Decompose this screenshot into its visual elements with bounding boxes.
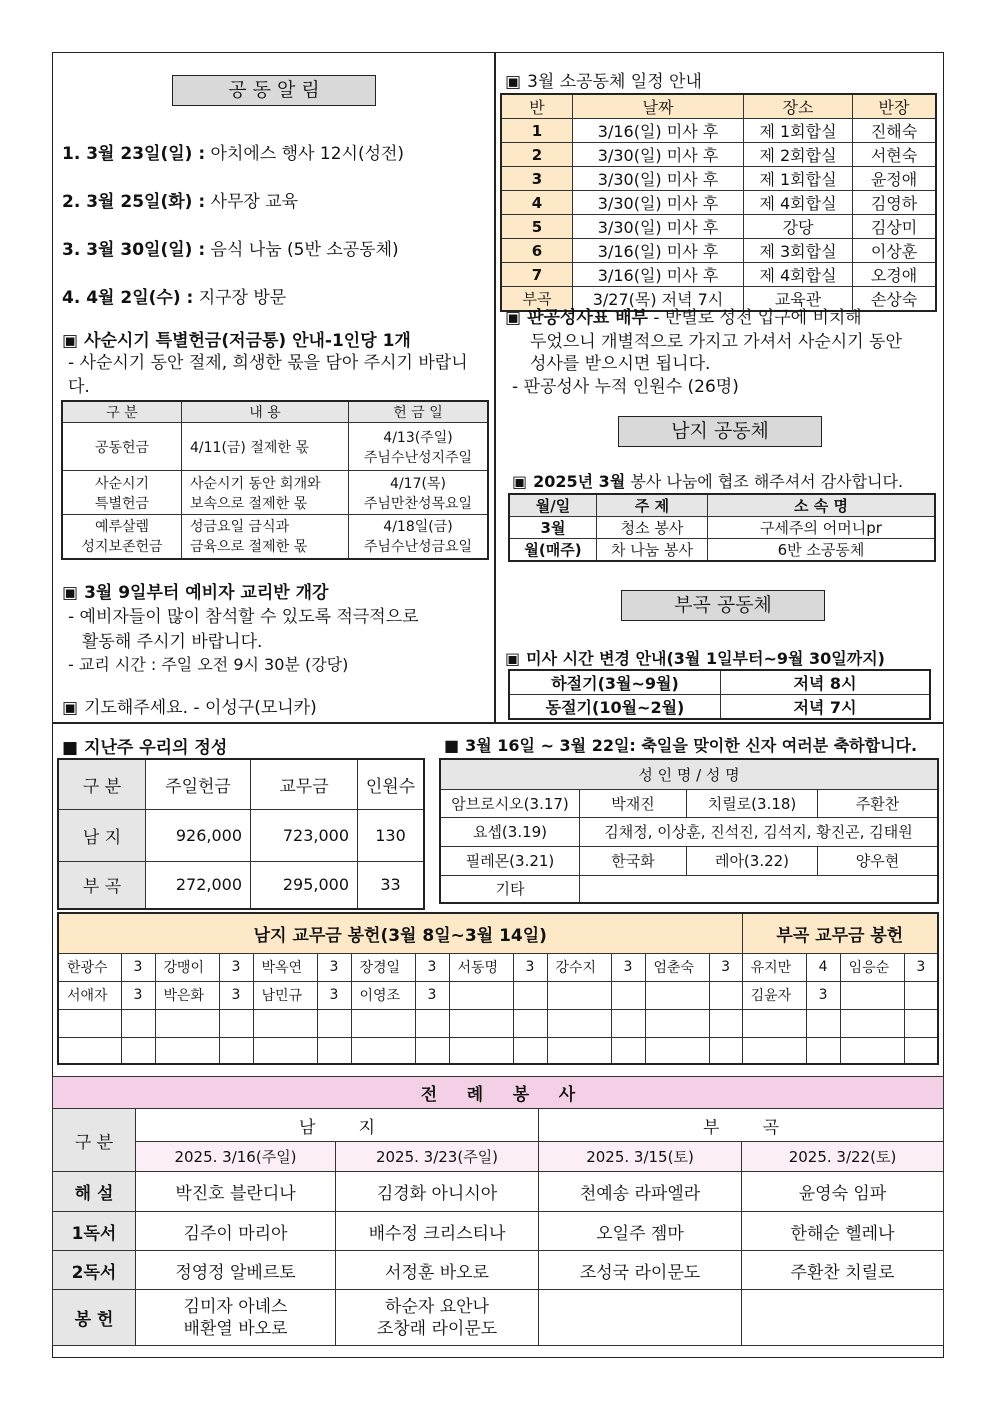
namji-service-subject: 차 나눔 봉사 bbox=[597, 539, 708, 562]
namji-thanks-text: 봉사 나눔에 협조 해주셔서 감사합니다. bbox=[625, 472, 904, 491]
mass-season: 동절기(10월~2월) bbox=[509, 695, 721, 720]
dues-count: 3 bbox=[806, 981, 840, 1009]
offering-header-sunday: 주일헌금 bbox=[146, 759, 251, 809]
sc-group: 부곡 bbox=[501, 287, 573, 312]
dues-empty-cell bbox=[121, 1037, 155, 1064]
dues-name: 장경일 bbox=[351, 953, 415, 981]
dues-empty-cell bbox=[219, 1009, 253, 1037]
notice-3 bbox=[62, 235, 399, 260]
liturgy-role: 1독서 bbox=[53, 1212, 136, 1251]
dues-name bbox=[547, 981, 611, 1009]
offering-header-type: 구 분 bbox=[58, 759, 146, 809]
common-title: 공 동 알 림 bbox=[172, 75, 376, 106]
namji-service-date: 3월 bbox=[509, 517, 597, 539]
feast-names: 양우현 bbox=[818, 846, 939, 875]
feast-table-header: 성 인 명 / 성 명 bbox=[440, 759, 938, 789]
liturgy-date: 2025. 3/23(주일) bbox=[336, 1142, 539, 1172]
lent-header-date: 헌 금 일 bbox=[349, 401, 489, 423]
lent-heading: ▣ 사순시기 특별헌금(저금통) 안내-1인당 1개 bbox=[62, 326, 411, 351]
sc-header-place: 장소 bbox=[744, 94, 853, 119]
sc-group: 4 bbox=[501, 191, 573, 215]
dues-empty-cell bbox=[449, 1009, 513, 1037]
dues-count: 3 bbox=[121, 953, 155, 981]
dues-empty-cell bbox=[155, 1037, 219, 1064]
sc-leader: 김상미 bbox=[853, 215, 937, 239]
lent-row-date-line1: 4/18일(금) bbox=[383, 519, 453, 536]
dues-name: 이영조 bbox=[351, 981, 415, 1009]
liturgy-person: 주환찬 치릴로 bbox=[742, 1251, 944, 1290]
dues-name bbox=[645, 981, 709, 1009]
liturgy-namji: 남 지 bbox=[136, 1109, 539, 1142]
dues-name: 한광수 bbox=[58, 953, 121, 981]
liturgy-table bbox=[52, 1076, 944, 1346]
dues-empty-cell bbox=[415, 1009, 449, 1037]
sc-place: 제 4회합실 bbox=[744, 263, 853, 287]
dues-count: 3 bbox=[219, 981, 253, 1009]
dues-empty-cell bbox=[742, 1009, 806, 1037]
namji-title: 남지 공동체 bbox=[618, 416, 822, 447]
liturgy-role: 2독서 bbox=[53, 1251, 136, 1290]
offering-header-count: 인원수 bbox=[358, 759, 425, 809]
sc-group: 2 bbox=[501, 143, 573, 167]
namji-service-subject: 청소 봉사 bbox=[597, 517, 708, 539]
dues-name bbox=[840, 981, 904, 1009]
namji-service-group: 구세주의 어머니pr bbox=[708, 517, 936, 539]
mass-time: 저녁 7시 bbox=[721, 695, 931, 720]
lent-row-date-line2: 주님수난성지주일 bbox=[363, 449, 473, 466]
small-community-table bbox=[500, 93, 937, 312]
feast-names: 주환찬 bbox=[818, 789, 939, 817]
offering-row-sunday: 926,000 bbox=[146, 809, 251, 861]
liturgy-person: 하순자 요안나 조창래 라이문도 bbox=[336, 1290, 539, 1346]
sc-group: 3 bbox=[501, 167, 573, 191]
dues-count: 3 bbox=[904, 953, 938, 981]
sc-date: 3/16(일) 미사 후 bbox=[573, 119, 744, 143]
dues-empty-cell bbox=[415, 1037, 449, 1064]
catechumen-heading: ▣ 3월 9일부터 예비자 교리반 개강 bbox=[62, 578, 328, 603]
liturgy-person: 김경화 아니시아 bbox=[336, 1172, 539, 1212]
dues-empty-cell bbox=[317, 1037, 351, 1064]
sc-leader: 손상숙 bbox=[853, 287, 937, 312]
dues-empty-cell bbox=[449, 1037, 513, 1064]
dues-empty-cell bbox=[317, 1009, 351, 1037]
sc-header-leader: 반장 bbox=[853, 94, 937, 119]
mass-time-table bbox=[508, 669, 931, 720]
dues-empty-cell bbox=[513, 1037, 547, 1064]
namji-thanks-date: ▣ 2025년 3월 bbox=[512, 472, 625, 491]
liturgy-date: 2025. 3/22(토) bbox=[742, 1142, 944, 1172]
liturgy-person bbox=[742, 1290, 944, 1346]
sc-leader: 김영하 bbox=[853, 191, 937, 215]
sc-date: 3/30(일) 미사 후 bbox=[573, 215, 744, 239]
notice-4 bbox=[62, 283, 286, 308]
liturgy-title: 전 례 봉 사 bbox=[53, 1077, 944, 1109]
dues-empty-cell bbox=[709, 1037, 742, 1064]
offering-heading: ■ 지난주 우리의 정성 bbox=[62, 733, 227, 758]
offering-row-dues: 295,000 bbox=[251, 861, 358, 909]
mass-time-heading: ▣ 미사 시간 변경 안내(3월 1일부터~9월 30일까지) bbox=[505, 646, 885, 669]
tickets-line1 bbox=[505, 303, 862, 328]
dues-count: 3 bbox=[415, 953, 449, 981]
feast-saint: 암브로시오(3.17) bbox=[440, 789, 580, 817]
dues-name: 강수지 bbox=[547, 953, 611, 981]
feast-saint: 요셉(3.19) bbox=[440, 817, 580, 846]
dues-name: 남민규 bbox=[253, 981, 317, 1009]
dues-empty-cell bbox=[121, 1009, 155, 1037]
section-divider bbox=[52, 722, 944, 724]
notice-3-date: 3. 3월 30일(일) : bbox=[62, 240, 206, 260]
catechumen-line1: - 예비자들이 많이 참석할 수 있도록 적극적으로 bbox=[68, 607, 419, 627]
dues-count: 3 bbox=[121, 981, 155, 1009]
sc-group: 1 bbox=[501, 119, 573, 143]
dues-empty-cell bbox=[904, 1009, 938, 1037]
namji-thanks bbox=[512, 469, 903, 492]
tickets-heading: ▣ 판공성사표 배부 bbox=[505, 308, 648, 328]
sc-place: 강당 bbox=[744, 215, 853, 239]
sc-place: 제 1회합실 bbox=[744, 119, 853, 143]
tickets-line3: 성사를 받으시면 됩니다. bbox=[530, 354, 711, 374]
lent-row-content: 사순시기 동안 회개와 보속으로 절제한 몫 bbox=[182, 471, 349, 515]
dues-empty-cell bbox=[742, 1037, 806, 1064]
lent-header-type: 구 분 bbox=[62, 401, 182, 423]
sc-leader: 서현숙 bbox=[853, 143, 937, 167]
dues-name: 서동명 bbox=[449, 953, 513, 981]
dues-table bbox=[57, 912, 939, 1065]
feast-saint: 레아(3.22) bbox=[687, 846, 818, 875]
offering-row-type: 부 곡 bbox=[58, 861, 146, 909]
small-community-heading: ▣ 3월 소공동체 일정 안내 bbox=[505, 67, 702, 92]
tickets-line2: 두었으니 개별적으로 가지고 가셔서 사순시기 동안 bbox=[530, 332, 902, 352]
dues-count bbox=[904, 981, 938, 1009]
dues-empty-cell bbox=[351, 1037, 415, 1064]
notice-2-date: 2. 3월 25일(화) : bbox=[62, 192, 206, 212]
liturgy-person: 윤영숙 임파 bbox=[742, 1172, 944, 1212]
namji-service-group: 6반 소공동체 bbox=[708, 539, 936, 562]
dues-empty-cell bbox=[155, 1009, 219, 1037]
sc-date: 3/30(일) 미사 후 bbox=[573, 143, 744, 167]
liturgy-bugok: 부 곡 bbox=[539, 1109, 944, 1142]
dues-empty-cell bbox=[58, 1009, 121, 1037]
lent-row-type: 사순시기 특별헌금 bbox=[62, 471, 182, 515]
namji-header-subject: 주 제 bbox=[597, 494, 708, 517]
dues-name: 서애자 bbox=[58, 981, 121, 1009]
liturgy-person: 서정훈 바오로 bbox=[336, 1251, 539, 1290]
feast-names: 김채정, 이상훈, 진석진, 김석지, 황진곤, 김태원 bbox=[580, 817, 939, 846]
liturgy-person: 천예송 라파엘라 bbox=[539, 1172, 742, 1212]
liturgy-person: 배수정 크리스티나 bbox=[336, 1212, 539, 1251]
liturgy-role: 해 설 bbox=[53, 1172, 136, 1212]
catechumen-line3: - 교리 시간 : 주일 오전 9시 30분 (강당) bbox=[68, 655, 349, 674]
lent-row-date bbox=[349, 423, 489, 471]
feast-saint: 기타 bbox=[440, 875, 580, 903]
sc-date: 3/27(목) 저녁 7시 bbox=[573, 287, 744, 312]
sc-place: 제 3회합실 bbox=[744, 239, 853, 263]
notice-3-text: 음식 나눔 (5반 소공동체) bbox=[205, 240, 399, 260]
sc-header-group: 반 bbox=[501, 94, 573, 119]
lent-table bbox=[61, 400, 489, 560]
tickets-line4: - 판공성사 누적 인원수 (26명) bbox=[512, 377, 739, 397]
dues-empty-cell bbox=[840, 1037, 904, 1064]
dues-name: 박은화 bbox=[155, 981, 219, 1009]
lent-row-date-line2: 주님만찬성목요일 bbox=[363, 495, 473, 512]
namji-header-date: 월/일 bbox=[509, 494, 597, 517]
dues-empty-cell bbox=[645, 1037, 709, 1064]
offering-header-dues: 교무금 bbox=[251, 759, 358, 809]
notice-2 bbox=[62, 187, 298, 212]
sc-leader: 윤정애 bbox=[853, 167, 937, 191]
sc-date: 3/16(일) 미사 후 bbox=[573, 263, 744, 287]
mass-time: 저녁 8시 bbox=[721, 670, 931, 695]
liturgy-person: 김주이 마리아 bbox=[136, 1212, 336, 1251]
notice-2-text: 사무장 교육 bbox=[205, 192, 299, 212]
feast-heading-line bbox=[444, 733, 917, 756]
dues-count: 3 bbox=[317, 953, 351, 981]
lent-row-date bbox=[349, 515, 489, 559]
notice-1-date: 1. 3월 23일(일) : bbox=[62, 144, 206, 164]
lent-desc: - 사순시기 동안 절제, 희생한 몫을 담아 주시기 바랍니다. bbox=[68, 353, 468, 397]
dues-name: 엄춘숙 bbox=[645, 953, 709, 981]
offering-row-type: 남 지 bbox=[58, 809, 146, 861]
liturgy-person: 정영정 알베르토 bbox=[136, 1251, 336, 1290]
dues-count bbox=[513, 981, 547, 1009]
dues-name: 유지만 bbox=[742, 953, 806, 981]
lent-row-date bbox=[349, 471, 489, 515]
feast-heading-rest: 축일을 맞이한 신자 여러분 축하합니다. bbox=[635, 736, 918, 755]
liturgy-date: 2025. 3/16(주일) bbox=[136, 1142, 336, 1172]
dues-count bbox=[611, 981, 645, 1009]
liturgy-person: 김미자 아녜스 배환열 바오로 bbox=[136, 1290, 336, 1346]
liturgy-person: 한해순 헬레나 bbox=[742, 1212, 944, 1251]
lent-header-content: 내 용 bbox=[182, 401, 349, 423]
liturgy-person: 박진호 블란디나 bbox=[136, 1172, 336, 1212]
offering-table bbox=[57, 758, 425, 910]
sc-group: 5 bbox=[501, 215, 573, 239]
dues-empty-cell bbox=[219, 1037, 253, 1064]
prayer-request: ▣ 기도해주세요. - 이성구(모니카) bbox=[62, 693, 317, 718]
dues-count: 4 bbox=[806, 953, 840, 981]
dues-count: 3 bbox=[219, 953, 253, 981]
dues-empty-cell bbox=[840, 1009, 904, 1037]
dues-namji-title: 남지 교무금 봉헌(3월 8일~3월 14일) bbox=[58, 913, 742, 953]
dues-empty-cell bbox=[806, 1009, 840, 1037]
feast-names: 한국화 bbox=[580, 846, 687, 875]
sc-place: 교육관 bbox=[744, 287, 853, 312]
liturgy-col-head: 구 분 bbox=[53, 1109, 136, 1172]
mass-season: 하절기(3월~9월) bbox=[509, 670, 721, 695]
liturgy-role: 봉 헌 bbox=[53, 1290, 136, 1346]
feast-table bbox=[439, 758, 939, 904]
dues-empty-cell bbox=[709, 1009, 742, 1037]
dues-empty-cell bbox=[513, 1009, 547, 1037]
sc-leader: 이상훈 bbox=[853, 239, 937, 263]
tickets-heading-rest: - 반별로 성전 입구에 비치해 bbox=[647, 308, 862, 328]
namji-header-group: 소 속 명 bbox=[708, 494, 936, 517]
dues-empty-cell bbox=[904, 1037, 938, 1064]
bugok-title: 부곡 공동체 bbox=[621, 590, 825, 621]
liturgy-date: 2025. 3/15(토) bbox=[539, 1142, 742, 1172]
dues-name: 임응순 bbox=[840, 953, 904, 981]
sc-date: 3/16(일) 미사 후 bbox=[573, 239, 744, 263]
offering-row-dues: 723,000 bbox=[251, 809, 358, 861]
feast-saint: 필레몬(3.21) bbox=[440, 846, 580, 875]
namji-service-table bbox=[508, 493, 936, 562]
sc-date: 3/30(일) 미사 후 bbox=[573, 167, 744, 191]
dues-empty-cell bbox=[58, 1037, 121, 1064]
dues-empty-cell bbox=[611, 1009, 645, 1037]
feast-heading: ■ 3월 16일 ~ 3월 22일: bbox=[444, 736, 636, 755]
catechumen-line2: 활동해 주시기 바랍니다. bbox=[82, 632, 263, 652]
dues-name bbox=[449, 981, 513, 1009]
offering-row-count: 130 bbox=[358, 809, 425, 861]
liturgy-person: 오일주 젬마 bbox=[539, 1212, 742, 1251]
feast-names: 박재진 bbox=[580, 789, 687, 817]
notice-1 bbox=[62, 139, 404, 164]
dues-empty-cell bbox=[645, 1009, 709, 1037]
sc-group: 6 bbox=[501, 239, 573, 263]
lent-row-content: 성금요일 금식과 금육으로 절제한 몫 bbox=[182, 515, 349, 559]
dues-name: 김윤자 bbox=[742, 981, 806, 1009]
notice-4-text: 지구장 방문 bbox=[193, 288, 287, 308]
dues-name: 박옥연 bbox=[253, 953, 317, 981]
dues-count bbox=[709, 981, 742, 1009]
lent-row-date-line2: 주님수난성금요일 bbox=[363, 539, 473, 556]
dues-count: 3 bbox=[709, 953, 742, 981]
notice-4-date: 4. 4월 2일(수) : bbox=[62, 288, 194, 308]
dues-count: 3 bbox=[611, 953, 645, 981]
sc-header-date: 날짜 bbox=[573, 94, 744, 119]
lent-row-type: 공동헌금 bbox=[62, 423, 182, 471]
lent-row-content: 4/11(금) 절제한 몫 bbox=[182, 423, 349, 471]
offering-row-sunday: 272,000 bbox=[146, 861, 251, 909]
lent-row-date-line1: 4/13(주일) bbox=[383, 429, 453, 446]
sc-place: 제 2회합실 bbox=[744, 143, 853, 167]
liturgy-person bbox=[539, 1290, 742, 1346]
sc-group: 7 bbox=[501, 263, 573, 287]
sc-date: 3/30(일) 미사 후 bbox=[573, 191, 744, 215]
lent-row-date-line1: 4/17(목) bbox=[390, 475, 446, 492]
liturgy-person: 조성국 라이문도 bbox=[539, 1251, 742, 1290]
offering-row-count: 33 bbox=[358, 861, 425, 909]
sc-place: 제 4회합실 bbox=[744, 191, 853, 215]
dues-empty-cell bbox=[611, 1037, 645, 1064]
dues-empty-cell bbox=[253, 1009, 317, 1037]
dues-empty-cell bbox=[547, 1009, 611, 1037]
notice-1-text: 아치에스 행사 12시(성전) bbox=[205, 144, 405, 164]
dues-empty-cell bbox=[253, 1037, 317, 1064]
dues-bugok-title: 부곡 교무금 봉헌 bbox=[742, 913, 938, 953]
dues-empty-cell bbox=[351, 1009, 415, 1037]
feast-names bbox=[580, 875, 939, 903]
column-divider bbox=[494, 52, 496, 723]
dues-empty-cell bbox=[547, 1037, 611, 1064]
sc-leader: 진해숙 bbox=[853, 119, 937, 143]
sc-leader: 오경애 bbox=[853, 263, 937, 287]
feast-saint: 치릴로(3.18) bbox=[687, 789, 818, 817]
sc-place: 제 1회합실 bbox=[744, 167, 853, 191]
dues-count: 3 bbox=[317, 981, 351, 1009]
dues-count: 3 bbox=[513, 953, 547, 981]
namji-service-date: 월(매주) bbox=[509, 539, 597, 562]
lent-row-type: 예루살렘 성지보존헌금 bbox=[62, 515, 182, 559]
dues-name: 강맹이 bbox=[155, 953, 219, 981]
dues-count: 3 bbox=[415, 981, 449, 1009]
dues-empty-cell bbox=[806, 1037, 840, 1064]
